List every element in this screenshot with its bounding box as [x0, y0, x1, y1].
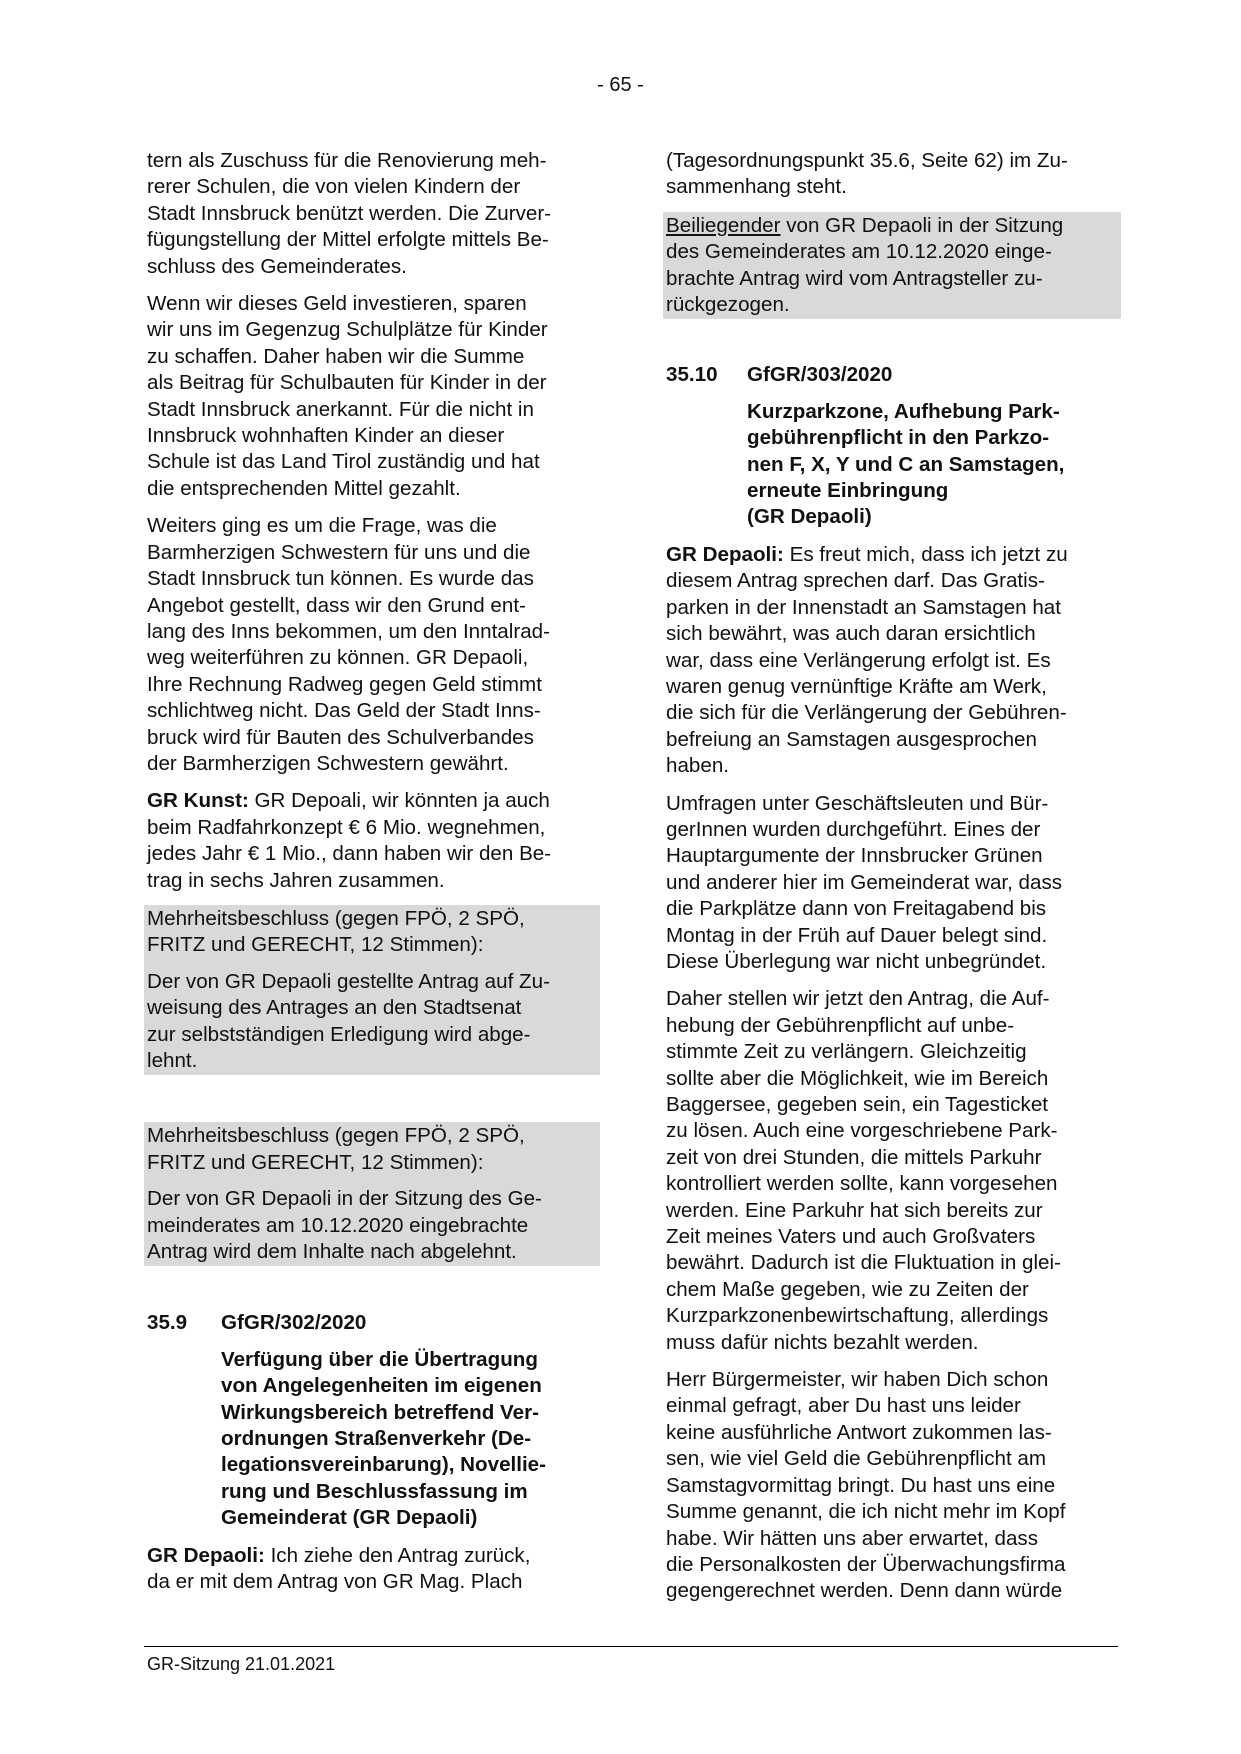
decision-text: Der von GR Depaoli in der Sitzung des Ge- meinderates am 10.12.2020 eingebrachte Antrag wird dem Inhalte nach abgelehnt. [147, 1187, 542, 1264]
agenda-item-heading [147, 1310, 597, 1336]
paragraph: Wenn wir dieses Geld investieren, sparen wir uns im Gegenzug Schulplätze für Kinder zu schaffen. Daher haben wir die Summe als Beitrag für Schulbauten für Kinder in der Stadt Innsbruck anerkannt. Für die nicht in Innsbruck wohnhaften Kinder an dieser Schule ist das Land Tirol zuständig und hat die entsprechenden Mittel gezahlt. [147, 292, 548, 500]
decision-text [666, 213, 1118, 319]
agenda-item-number: 35.10 [666, 363, 718, 387]
agenda-item-number: 35.9 [147, 1311, 188, 1335]
footer-divider [144, 1646, 1118, 1647]
underlined-word: Beiliegender [666, 213, 781, 237]
speech-paragraph [147, 1543, 597, 1596]
decision-vote: Mehrheitsbeschluss (gegen FPÖ, 2 SPÖ, FRITZ und GERECHT, 12 Stimmen): [147, 1124, 525, 1174]
paragraph: Umfragen unter Geschäftsleuten und Bür- gerInnen wurden durchgeführt. Eines der Hauptargumente der Innsbrucker Grünen und anderer hier im Gemeinderat war, dass die Parkplätze dann von Freitagabend bis Montag in der Früh auf Dauer belegt sind. Diese Überlegung war nicht unbegründet. [666, 791, 1063, 973]
decision-text: Der von GR Depaoli gestellte Antrag auf Zu- weisung des Antrages an den Stadtsenat zur selbstständigen Erledigung wird abge- lehnt. [147, 969, 550, 1072]
page-number: - 65 - [597, 74, 644, 96]
speaker-label: GR Depaoli: [147, 1543, 265, 1567]
agenda-item-title: Kurzparkzone, Aufhebung Park- gebührenpflicht in den Parkzo- nen F, X, Y und C an Samstagen, erneute Einbringung (GR Depaoli) [747, 399, 1065, 529]
speaker-label: GR Depaoli: [666, 542, 784, 566]
spacer [147, 1086, 597, 1122]
right-column [666, 148, 1118, 1616]
spacer [666, 330, 1118, 362]
speech-text: Ich ziehe den Antrag zurück, da er mit dem Antrag von GR Mag. Plach [147, 1543, 531, 1594]
paragraph: Herr Bürgermeister, wir haben Dich schon einmal gefragt, aber Du hast uns leider keine ausführliche Antwort zukommen las- sen, wie viel Geld die Gebührenpflicht am Samstagvormittag bringt. Du hast uns eine Summe genannt, die ich nicht mehr im Kopf habe. Wir hätten uns aber erwartet, dass die Personalkosten der Überwachungsfirma gegengerechnet werden. Denn dann würde [666, 1368, 1066, 1603]
paragraph: tern als Zuschuss für die Renovierung meh- rerer Schulen, die von vielen Kindern der Stadt Innsbruck benützt werden. Die Zurver- fügungstellung der Mittel erfolgte mittels Be- schluss des Gemeinderates. [147, 149, 552, 278]
spacer [147, 1277, 597, 1310]
left-column [147, 148, 597, 1607]
decision-block [144, 1122, 600, 1266]
speech-text: Es freut mich, dass ich jetzt zu diesem Antrag sprechen darf. Das Gratis- parken in der Innenstadt an Samstagen hat sich bewährt, was auch daran ersichtlich war, dass eine Verlängerung erfolgt ist. Es waren genug vernünftige Kräfte am Werk, die sich für die Verlängerung der Gebühren- befreiung an Samstagen ausgesprochen haben. [666, 542, 1068, 778]
agenda-item-heading [666, 362, 1118, 388]
agenda-item-code: GfGR/303/2020 [747, 363, 893, 387]
agenda-item-code: GfGR/302/2020 [221, 1311, 367, 1335]
decision-vote: Mehrheitsbeschluss (gegen FPÖ, 2 SPÖ, FRITZ und GERECHT, 12 Stimmen): [147, 906, 525, 957]
decision-block [144, 905, 600, 1075]
speech-text: GR Depoali, wir könnten ja auch beim Radfahrkonzept € 6 Mio. wegnehmen, jedes Jahr € 1 Mio., dann haben wir den Be- trag in sechs Jahren zusammen. [147, 789, 552, 892]
decision-block [663, 212, 1121, 320]
footer-text: GR-Sitzung 21.01.2021 [147, 1654, 336, 1674]
speaker-label: GR Kunst: [147, 789, 249, 813]
decision-text-rest: von GR Depaoli in der Sitzung des Gemeinderates am 10.12.2020 einge- brachte Antrag wird vom Antragsteller zu- rückgezogen. [666, 213, 1064, 317]
paragraph: Weiters ging es um die Frage, was die Barmherzigen Schwestern für uns und die Stadt Innsbruck tun können. Es wurde das Angebot gestellt, dass wir den Grund ent- lang des Inns bekommen, um den Inntalrad- weg weiterführen zu können. GR Depaoli, Ihre Rechnung Radweg gegen Geld stimmt schlichtweg nicht. Das Geld der Stadt Inns- bruck wird für Bauten des Schulverbandes der Barmherzigen Schwestern gewährt. [147, 514, 550, 775]
speech-paragraph [666, 542, 1118, 780]
speech-paragraph [147, 788, 597, 894]
paragraph: (Tagesordnungspunkt 35.6, Seite 62) im Zu- sammenhang steht. [666, 149, 1068, 199]
agenda-item-title: Verfügung über die Übertragung von Angelegenheiten im eigenen Wirkungsbereich betreffend Ver- ordnungen Straßenverkehr (De- legationsvereinbarung), Novellie- rung und Beschlussfassung im Gemeinderat (GR Depaoli) [221, 1347, 546, 1530]
paragraph: Daher stellen wir jetzt den Antrag, die Auf- hebung der Gebührenpflicht auf unbe- stimmte Zeit zu verlängern. Gleichzeitig sollte aber die Möglichkeit, wie im Bereich Baggersee, gegeben sein, ein Tagesticket zu lösen. Auch eine vorgeschriebene Park- zeit von drei Stunden, die mittels Parkuhr kontrolliert werden sollte, kann vorgesehen werden. Eine Parkuhr hat sich bereits zur Zeit meines Vaters und auch Großvaters bewährt. Dadurch ist die Fluktuation in glei- chem Maße gegeben, wie zu Zeiten der Kurzparkzonenbewirtschaftung, allerdings muss dafür nichts bezahlt werden. [666, 987, 1061, 1354]
